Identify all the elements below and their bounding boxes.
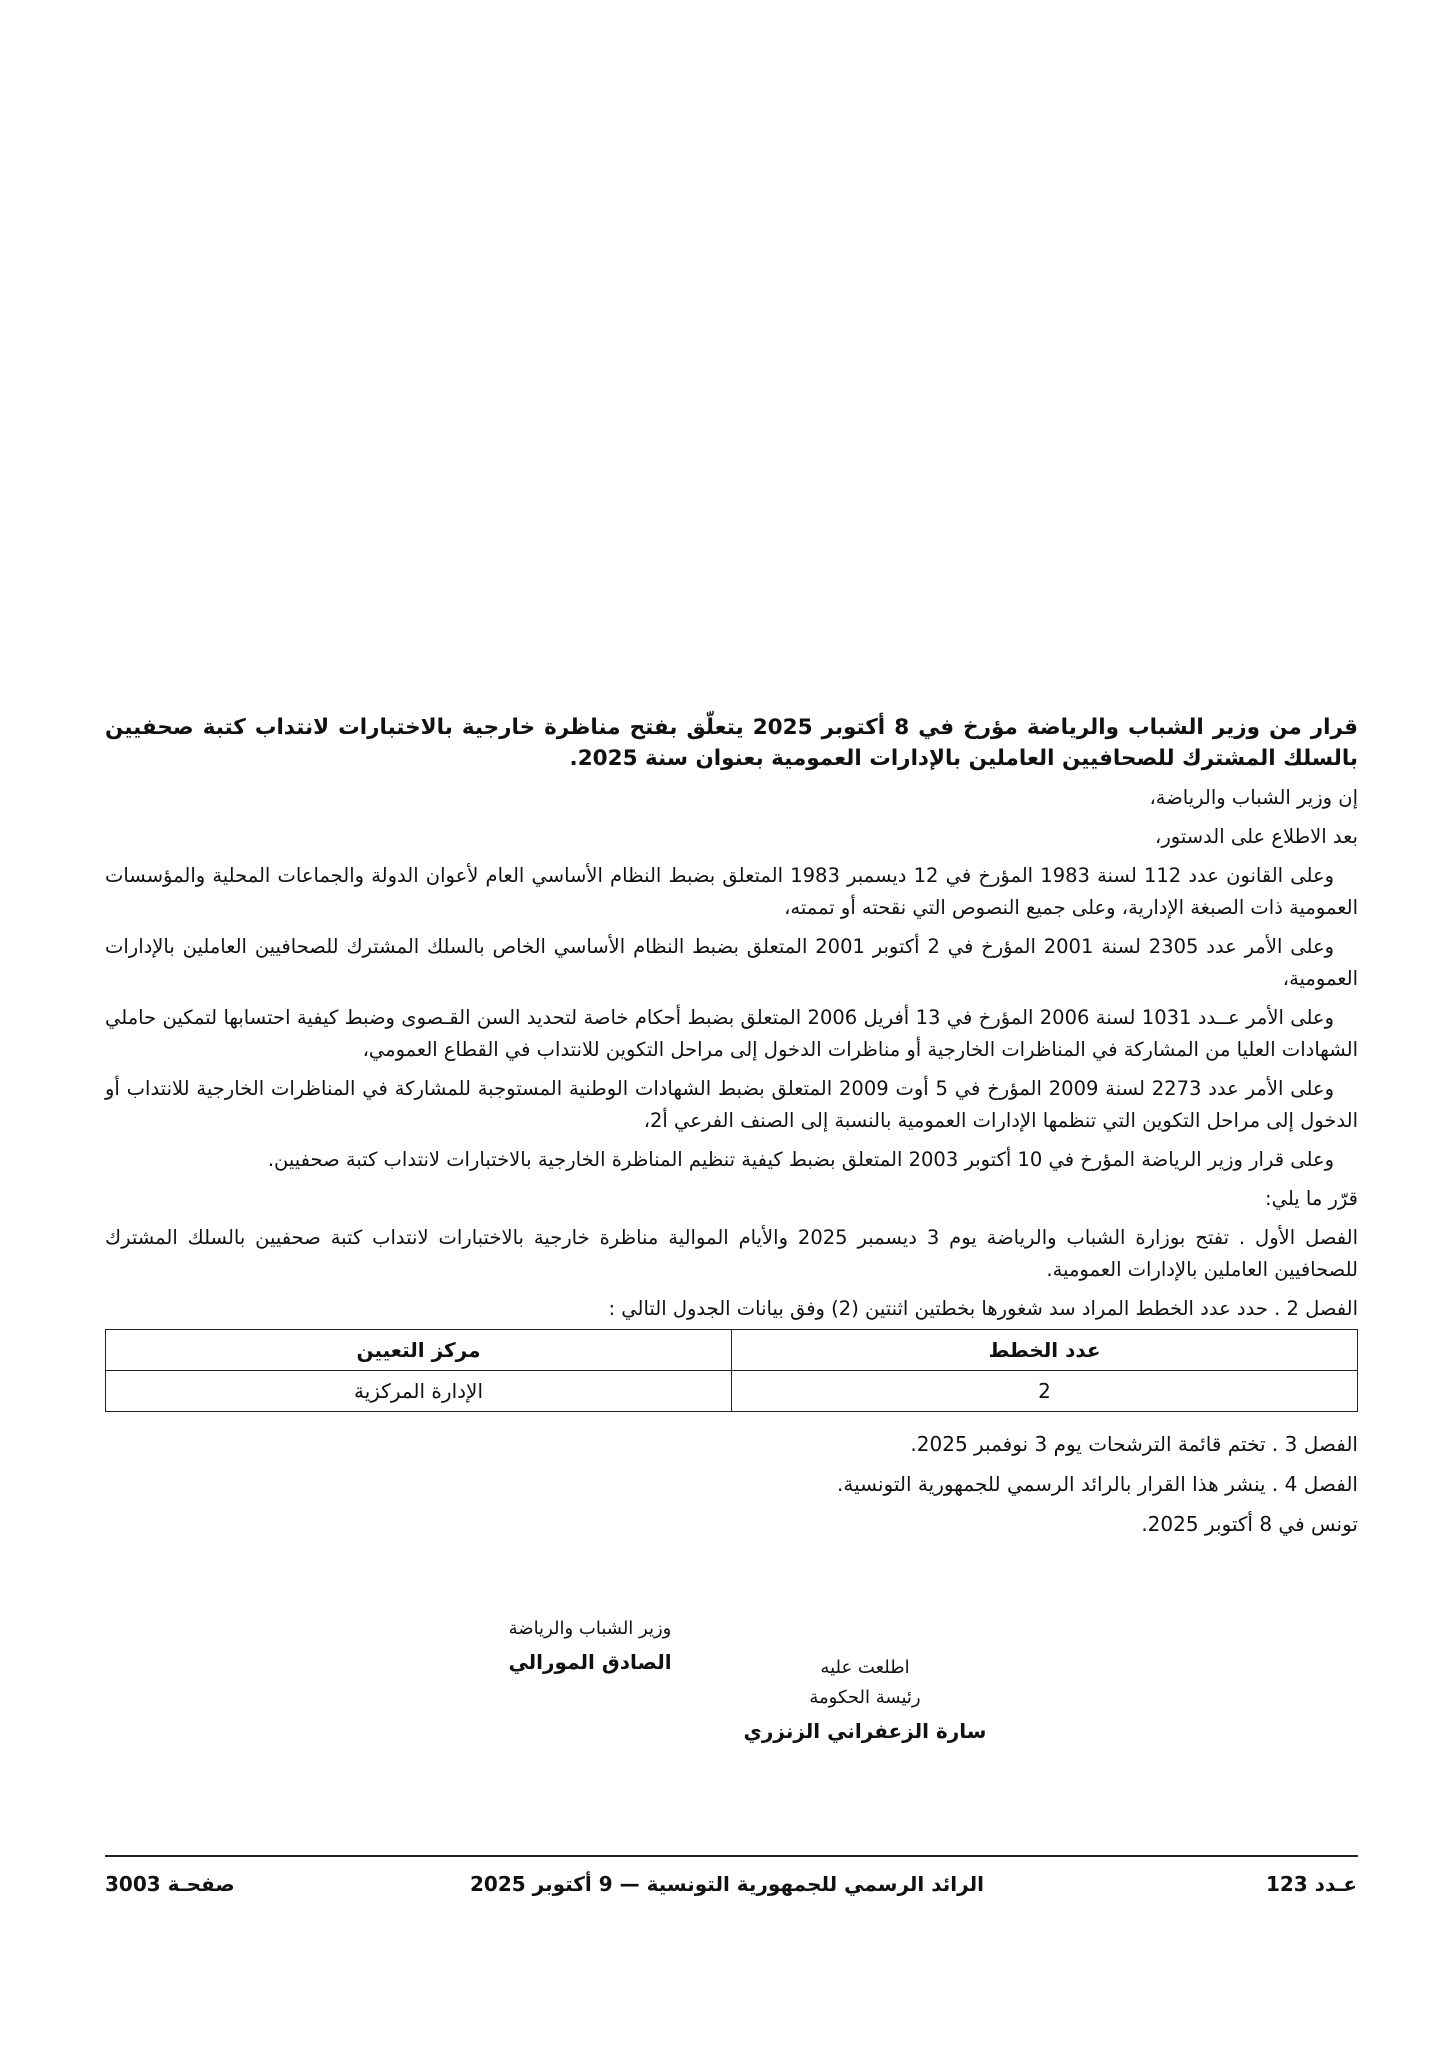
table-cell-center: الإدارة المركزية [106, 1371, 732, 1412]
article-1: الفصل الأول . تفتح بوزارة الشباب والرياضة يوم 3 ديسمبر 2025 والأيام الموالية مناظرة خارجية بالاختبارات لانتداب كتبة صحفيين بالسلك المشترك للصحافيين العاملين بالإدارات العمومية. [105, 1226, 1358, 1281]
table-header-row [106, 1330, 1358, 1371]
posts-table [105, 1329, 1358, 1412]
article-4: الفصل 4 . ينشر هذا القرار بالرائد الرسمي للجمهورية التونسية. [837, 1472, 1358, 1496]
pm-seen: اطلعت عليه [820, 1657, 910, 1678]
table-cell-count: 2 [732, 1371, 1358, 1412]
minister-name: الصادق المورالي [508, 1650, 672, 1674]
preamble-order-2273: وعلى الأمر عدد 2273 لسنة 2009 المؤرخ في 5 أوت 2009 المتعلق بضبط الشهادات الوطنية المستوجبة للمشاركة في المناظرات الخارجية للانتداب أو الدخول إلى مراحل التكوين التي تنظمها الإدارات العمومية بالنسبة إلى الصنف الفرعي أ2، [105, 1077, 1358, 1132]
minister-signature [470, 1614, 710, 1680]
preamble-order-1031: وعلى الأمر عــدد 1031 لسنة 2006 المؤرخ في 13 أفريل 2006 المتعلق بضبط أحكام خاصة لتحديد السن القـصوى وضبط كيفية احتسابها لتمكين حاملي الشهادات العليا من المشاركة في المناظرات الخارجية أو مناظرات الدخول إلى مراحل التكوين للانتداب في القطاع العمومي، [105, 1006, 1358, 1061]
table-header-center: مركز التعيين [106, 1330, 732, 1371]
footer-page: صفحـة 3003 [105, 1872, 235, 1896]
pm-role: رئيسة الحكومة [809, 1687, 921, 1708]
decides-line: قرّر ما يلي: [1265, 1187, 1358, 1210]
article-2: الفصل 2 . حدد عدد الخطط المراد سد شغورها بخطتين اثنتين (2) وفق بيانات الجدول التالي : [608, 1297, 1358, 1320]
article-3: الفصل 3 . تختم قائمة الترشحات يوم 3 نوفمبر 2025. [910, 1432, 1358, 1456]
preamble-constitution: بعد الاطلاع على الدستور، [1155, 825, 1358, 848]
pm-name: سارة الزعفراني الزنزري [743, 1719, 987, 1743]
preamble-order-2305: وعلى الأمر عدد 2305 لسنة 2001 المؤرخ في 2 أكتوبر 2001 المتعلق بضبط النظام الأساسي الخاص بالسلك المشترك للصحافيين العاملين بالإدارات العمومية، [105, 935, 1358, 990]
footer-rule [105, 1855, 1358, 1857]
table-row [106, 1371, 1358, 1412]
preamble-law-112: وعلى القانون عدد 112 لسنة 1983 المؤرخ في 12 ديسمبر 1983 المتعلق بضبط النظام الأساسي العام لأعوان الدولة والجماعات المحلية والمؤسسات العمومية ذات الصبغة الإدارية، وعلى جميع النصوص التي نقحته أو تممته، [105, 864, 1358, 919]
decree-body [105, 712, 1358, 1548]
place-date: تونس في 8 أكتوبر 2025. [1141, 1512, 1358, 1536]
pm-signature [740, 1653, 990, 1749]
minister-role: وزير الشباب والرياضة [508, 1618, 672, 1639]
footer-issue: عـدد 123 [1265, 1872, 1357, 1896]
preamble-minister: إن وزير الشباب والرياضة، [1149, 786, 1358, 809]
footer-journal: الرائد الرسمي للجمهورية التونسية — 9 أكتوبر 2025 [470, 1872, 984, 1896]
preamble-decision-2003: وعلى قرار وزير الرياضة المؤرخ في 10 أكتوبر 2003 المتعلق بضبط كيفية تنظيم المناظرة الخارجية بالاختبارات لانتداب كتبة صحفيين. [267, 1148, 1334, 1171]
table-header-count: عدد الخطط [732, 1330, 1358, 1371]
decree-title: قرار من وزير الشباب والرياضة مؤرخ في 8 أكتوبر 2025 يتعلّق بفتح مناظرة خارجية بالاختبارات لانتداب كتبة صحفيين بالسلك المشترك للصحافيين العاملين بالإدارات العمومية بعنوان سنة 2025. [105, 715, 1358, 771]
